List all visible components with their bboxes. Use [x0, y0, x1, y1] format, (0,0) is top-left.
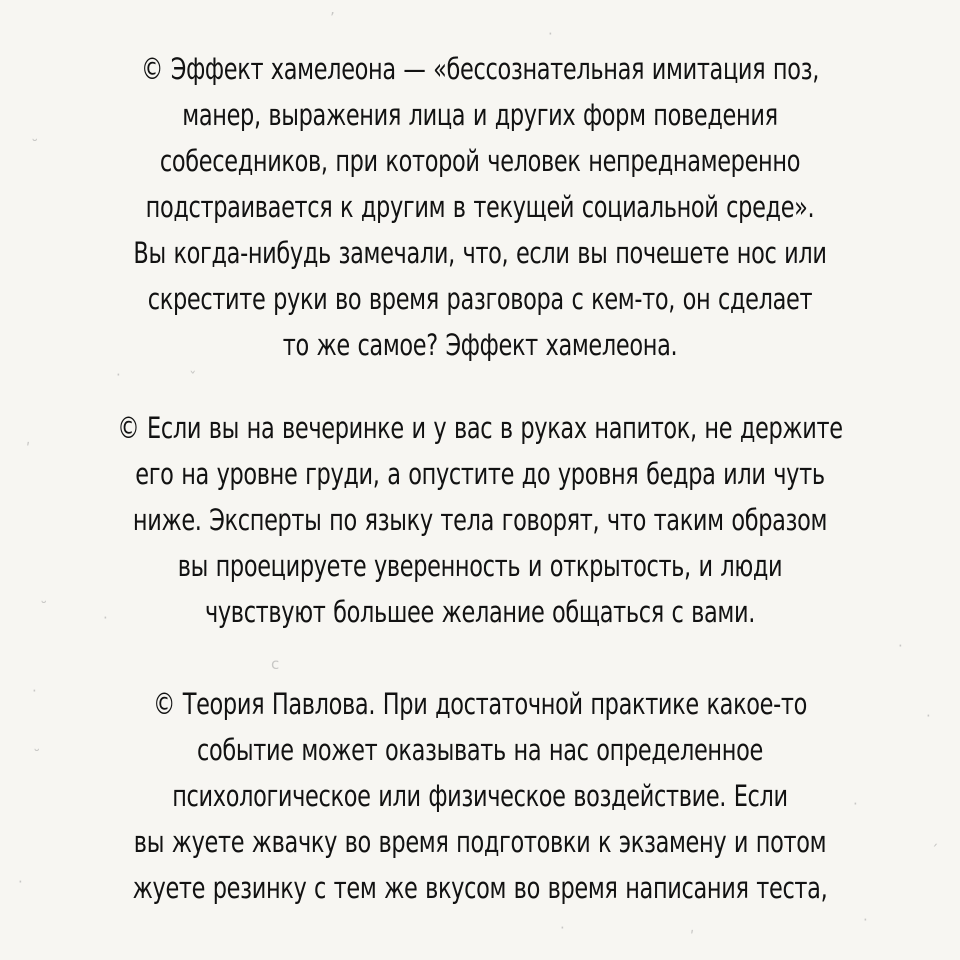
paragraph-line: вы жуете жвачку во время подготовки к экзамену и потом — [133, 825, 827, 859]
paper-speck: ˘ — [31, 137, 39, 155]
paper-speck: · — [863, 911, 868, 929]
paragraph-line: ниже. Эксперты по языку тела говорят, что таким образом — [132, 503, 828, 537]
paragraph-line: © Теория Павлова. При достаточной практике какое-то — [152, 687, 808, 721]
paragraph-line: событие может оказывать на нас определенное — [197, 733, 763, 767]
paper-speck: · — [103, 609, 108, 627]
paper-speck: · — [898, 637, 903, 655]
paper-speck: c — [271, 655, 280, 673]
paragraph-line: скрестите руки во время разговора с кем-то, он сделает — [147, 282, 813, 316]
paper-speck: · — [560, 919, 565, 937]
paper-speck: · — [32, 682, 37, 700]
paragraph-line: © Эффект хамелеона — «бессознательная имитация поз, — [141, 52, 819, 86]
paper-speck: · — [116, 366, 121, 384]
paragraph-line: жуете резинку с тем же вкусом во время написания теста, — [132, 871, 828, 905]
paragraph-line: вы проецируете уверенность и открытость, и люди — [177, 549, 783, 583]
paper-speck: ʹ — [690, 928, 695, 946]
paper-speck: ˊ — [931, 842, 939, 860]
paper-speck: · — [18, 873, 23, 891]
paragraph-line: то же самое? Эффект хамелеона. — [282, 328, 678, 362]
paragraph-line: манер, выражения лица и других форм поведения — [182, 98, 778, 132]
paragraph-line: © Если вы на вечеринке и у вас в руках напиток, не держите — [117, 411, 843, 445]
paper-speck: · — [926, 707, 931, 725]
paper-speck: · — [548, 25, 553, 43]
paragraph-line: Вы когда-нибудь замечали, что, если вы почешете нос или — [133, 236, 827, 270]
paragraph-party-drink — [20, 405, 940, 635]
paper-speck: ˘ — [40, 599, 48, 617]
paragraph-line: чувствуют большее желание общаться с вами. — [204, 595, 756, 629]
paragraph-line: его на уровне груди, а опустите до уровня бедра или чуть — [135, 457, 825, 491]
paragraph-line: психологическое или физическое воздействие. Если — [172, 779, 788, 813]
paragraph-line: подстраивается к другим в текущей социальной среде». — [145, 190, 815, 224]
paragraph-line: собеседников, при которой человек непреднамеренно — [159, 144, 801, 178]
paragraph-pavlov-theory — [20, 681, 940, 911]
paper-speck: ʼ — [330, 9, 335, 27]
paragraph-chameleon-effect — [20, 46, 940, 368]
paper-speck: · — [853, 795, 858, 813]
paper-speck: ˘ — [33, 747, 41, 765]
paper-speck: ʹ — [26, 440, 31, 458]
paper-speck: ˇ — [189, 369, 197, 387]
